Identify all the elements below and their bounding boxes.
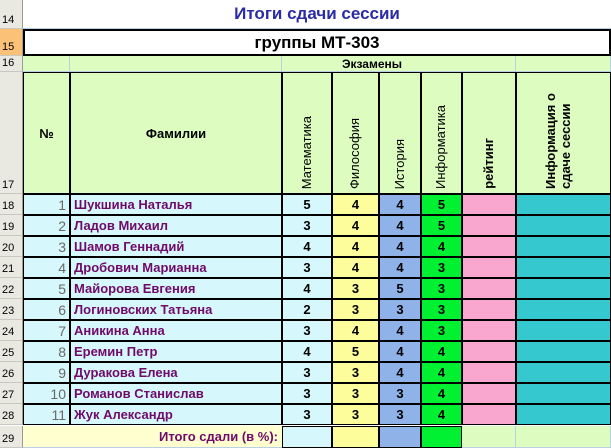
grade-philosophy[interactable]: 3 [332, 404, 379, 425]
grade-philosophy[interactable]: 3 [332, 362, 379, 383]
grade-math[interactable]: 3 [282, 257, 332, 278]
header-rating-label: рейтинг [480, 138, 496, 189]
student-number[interactable]: 2 [23, 215, 70, 236]
row-header[interactable]: 19 [0, 215, 23, 236]
student-number[interactable]: 9 [23, 362, 70, 383]
info-cell[interactable] [516, 215, 611, 236]
info-cell[interactable] [516, 383, 611, 404]
grade-history[interactable]: 4 [379, 257, 421, 278]
grade-history[interactable]: 4 [379, 320, 421, 341]
header-rating[interactable] [462, 72, 516, 194]
student-number[interactable]: 11 [23, 404, 70, 425]
empty-cell[interactable] [23, 56, 70, 72]
rating-cell[interactable] [462, 215, 516, 236]
grade-history[interactable]: 3 [379, 299, 421, 320]
student-number[interactable]: 1 [23, 194, 70, 215]
grade-history[interactable]: 4 [379, 341, 421, 362]
header-history[interactable] [379, 72, 421, 194]
student-number[interactable]: 10 [23, 383, 70, 404]
student-number[interactable]: 4 [23, 257, 70, 278]
grade-informatics[interactable]: 5 [421, 194, 462, 215]
grade-math[interactable]: 3 [282, 404, 332, 425]
total-informatics[interactable] [421, 426, 462, 448]
grade-informatics[interactable]: 3 [421, 320, 462, 341]
row-header[interactable]: 27 [0, 383, 23, 404]
info-cell[interactable] [516, 257, 611, 278]
row-header[interactable]: 14 [0, 0, 23, 29]
empty-cell[interactable] [462, 426, 516, 448]
info-cell[interactable] [516, 341, 611, 362]
header-name-label: Фамилии [145, 125, 207, 141]
grade-informatics[interactable]: 4 [421, 362, 462, 383]
exams-label: Экзамены [341, 56, 403, 71]
rating-cell[interactable] [462, 194, 516, 215]
rating-cell[interactable] [462, 362, 516, 383]
grade-informatics[interactable]: 4 [421, 383, 462, 404]
empty-cell[interactable] [462, 56, 516, 72]
total-history[interactable] [379, 426, 421, 448]
empty-cell[interactable] [70, 56, 282, 72]
grade-informatics[interactable]: 5 [421, 215, 462, 236]
student-name[interactable]: Шукшина Наталья [70, 194, 282, 215]
header-history-label: История [391, 138, 407, 189]
header-info-label: Информация о сдаче сессии [542, 93, 573, 189]
grade-history[interactable]: 3 [379, 383, 421, 404]
row-header[interactable]: 24 [0, 320, 23, 341]
row-header[interactable]: 17 [0, 72, 23, 194]
row-header[interactable]: 22 [0, 278, 23, 299]
grade-history[interactable]: 4 [379, 236, 421, 257]
header-informatics-label: Информатика [433, 105, 449, 189]
grade-informatics[interactable]: 4 [421, 236, 462, 257]
grade-math[interactable]: 4 [282, 236, 332, 257]
info-cell[interactable] [516, 194, 611, 215]
row-header[interactable]: 21 [0, 257, 23, 278]
grade-informatics[interactable]: 4 [421, 341, 462, 362]
total-math[interactable] [282, 426, 332, 448]
grade-philosophy[interactable]: 4 [332, 257, 379, 278]
grade-philosophy[interactable]: 3 [332, 278, 379, 299]
grade-math[interactable]: 4 [282, 278, 332, 299]
grade-history[interactable]: 4 [379, 194, 421, 215]
header-math-label: Математика [298, 115, 314, 189]
student-name[interactable]: Майорова Евгения [70, 278, 282, 299]
student-name[interactable]: Дуракова Елена [70, 362, 282, 383]
grade-history[interactable]: 4 [379, 362, 421, 383]
row-header[interactable]: 15 [0, 29, 23, 56]
header-num[interactable] [23, 72, 70, 194]
row-header[interactable]: 23 [0, 299, 23, 320]
rating-cell[interactable] [462, 236, 516, 257]
student-number[interactable]: 3 [23, 236, 70, 257]
student-name[interactable]: Еремин Петр [70, 341, 282, 362]
info-cell[interactable] [516, 320, 611, 341]
student-name[interactable]: Жук Александр [70, 404, 282, 425]
rating-cell[interactable] [462, 278, 516, 299]
grade-math[interactable]: 3 [282, 320, 332, 341]
sheet-title[interactable]: Итоги сдачи сессии [23, 0, 611, 29]
header-name[interactable] [70, 72, 282, 194]
empty-cell[interactable] [516, 426, 611, 448]
info-cell[interactable] [516, 299, 611, 320]
row-header[interactable]: 29 [0, 426, 23, 448]
student-number[interactable]: 6 [23, 299, 70, 320]
grade-history[interactable]: 3 [379, 404, 421, 425]
exams-header[interactable] [282, 56, 462, 72]
row-header[interactable]: 26 [0, 362, 23, 383]
row-header[interactable]: 18 [0, 194, 23, 215]
total-label[interactable]: Итого сдали (в %): [23, 426, 282, 448]
rating-cell[interactable] [462, 320, 516, 341]
rating-cell[interactable] [462, 383, 516, 404]
row-header[interactable]: 25 [0, 341, 23, 362]
grade-informatics[interactable]: 3 [421, 299, 462, 320]
student-number[interactable]: 5 [23, 278, 70, 299]
grade-math[interactable]: 5 [282, 194, 332, 215]
grade-math[interactable]: 4 [282, 341, 332, 362]
header-philosophy[interactable] [332, 72, 379, 194]
header-informatics[interactable] [421, 72, 462, 194]
info-cell[interactable] [516, 236, 611, 257]
info-cell[interactable] [516, 404, 611, 425]
header-num-label: № [39, 125, 54, 141]
student-name[interactable]: Дробович Марианна [70, 257, 282, 278]
row-header[interactable]: 28 [0, 404, 23, 425]
rating-cell[interactable] [462, 404, 516, 425]
student-name[interactable]: Аникина Анна [70, 320, 282, 341]
grade-philosophy[interactable]: 3 [332, 383, 379, 404]
grade-history[interactable]: 4 [379, 215, 421, 236]
student-number[interactable]: 8 [23, 341, 70, 362]
rating-cell[interactable] [462, 341, 516, 362]
row-header[interactable]: 16 [0, 56, 23, 72]
rating-cell[interactable] [462, 257, 516, 278]
grade-math[interactable]: 3 [282, 215, 332, 236]
grade-informatics[interactable]: 4 [421, 404, 462, 425]
rating-cell[interactable] [462, 299, 516, 320]
grade-history[interactable]: 5 [379, 278, 421, 299]
student-name[interactable]: Ладов Михаил [70, 215, 282, 236]
row-header[interactable]: 20 [0, 236, 23, 257]
student-number[interactable]: 7 [23, 320, 70, 341]
student-name[interactable]: Шамов Геннадий [70, 236, 282, 257]
grade-philosophy[interactable]: 4 [332, 215, 379, 236]
info-cell[interactable] [516, 278, 611, 299]
student-name[interactable]: Логиновских Татьяна [70, 299, 282, 320]
grade-math[interactable]: 3 [282, 362, 332, 383]
total-philosophy[interactable] [332, 426, 379, 448]
grade-philosophy[interactable]: 5 [332, 341, 379, 362]
grade-informatics[interactable]: 3 [421, 257, 462, 278]
header-philosophy-label: Философия [347, 118, 363, 189]
student-name[interactable]: Романов Станислав [70, 383, 282, 404]
grade-math[interactable]: 2 [282, 299, 332, 320]
grade-philosophy[interactable]: 4 [332, 236, 379, 257]
grade-philosophy[interactable]: 3 [332, 299, 379, 320]
grade-philosophy[interactable]: 4 [332, 320, 379, 341]
header-math[interactable] [282, 72, 332, 194]
grade-informatics[interactable]: 3 [421, 278, 462, 299]
info-cell[interactable] [516, 362, 611, 383]
grade-math[interactable]: 3 [282, 383, 332, 404]
empty-cell[interactable] [516, 56, 611, 72]
grade-philosophy[interactable]: 4 [332, 194, 379, 215]
sheet-subtitle[interactable]: группы МТ-303 [23, 29, 611, 56]
header-info[interactable] [516, 72, 611, 194]
